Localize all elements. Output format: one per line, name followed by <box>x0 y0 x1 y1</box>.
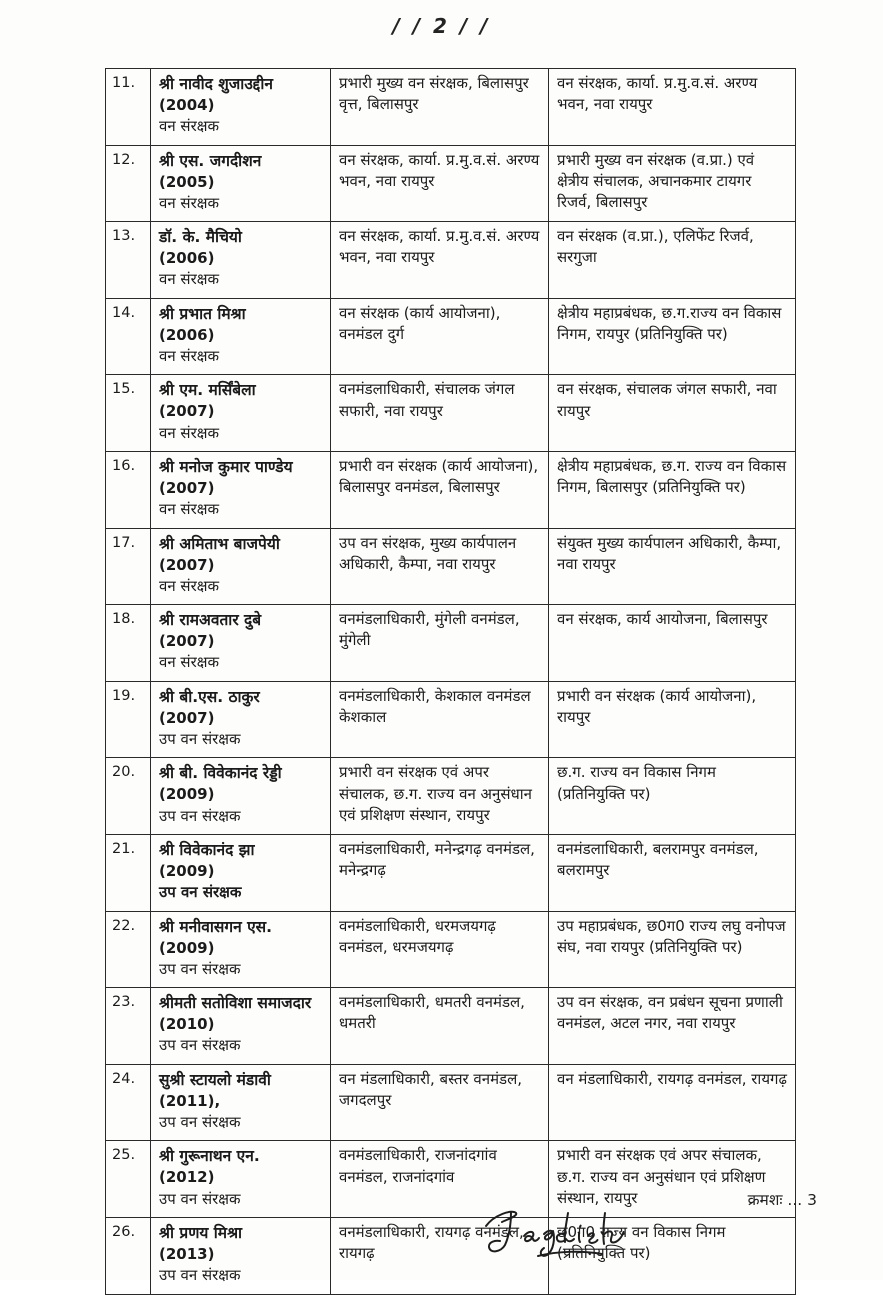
officer-rank: वन संरक्षक <box>159 423 219 442</box>
new-posting-cell: उप वन संरक्षक, वन प्रबंधन सूचना प्रणाली वनमंडल, अटल नगर, नवा रायपुर <box>549 988 796 1065</box>
batch-year: (2006) <box>159 325 215 344</box>
officer-name: श्री एस. जगदीशन <box>159 151 262 170</box>
current-posting-cell: वनमंडलाधिकारी, केशकाल वनमंडल केशकाल <box>331 681 549 758</box>
serial-number-cell: 11. <box>106 69 151 146</box>
new-posting-cell: वनमंडलाधिकारी, बलरामपुर वनमंडल, बलरामपुर <box>549 834 796 911</box>
current-posting-cell: उप वन संरक्षक, मुख्य कार्यपालन अधिकारी, कैम्पा, नवा रायपुर <box>331 528 549 605</box>
serial-number-cell: 18. <box>106 605 151 682</box>
new-posting-cell: संयुक्त मुख्य कार्यपालन अधिकारी, कैम्पा, नवा रायपुर <box>549 528 796 605</box>
transfer-table <box>105 68 796 1295</box>
batch-year: (2006) <box>159 249 215 268</box>
officer-name-cell <box>151 911 331 988</box>
current-posting-cell: वनमंडलाधिकारी, मनेन्द्रगढ़ वनमंडल, मनेन्द्रगढ़ <box>331 834 549 911</box>
new-posting-cell: छ0ग0 राज्य वन विकास निगम (प्रतिनियुक्ति पर) <box>549 1217 796 1294</box>
officer-name-cell <box>151 681 331 758</box>
officer-name: श्री रामअवतार दुबे <box>159 611 262 630</box>
batch-year: (2010) <box>159 1015 215 1034</box>
officer-name-cell <box>151 758 331 835</box>
table-row <box>106 988 796 1065</box>
officer-name-cell <box>151 605 331 682</box>
serial-number-cell: 23. <box>106 988 151 1065</box>
current-posting-cell: वन संरक्षक (कार्य आयोजना), वनमंडल दुर्ग <box>331 298 549 375</box>
table-row <box>106 298 796 375</box>
table-row <box>106 451 796 528</box>
current-posting-cell: वनमंडलाधिकारी, संचालक जंगल सफारी, नवा रायपुर <box>331 375 549 452</box>
officer-name: डॉ. के. मैचियो <box>159 228 242 247</box>
officer-name: श्री अमिताभ बाजपेयी <box>159 534 280 553</box>
serial-number-cell: 12. <box>106 145 151 222</box>
officer-rank: उप वन संरक्षक <box>159 730 241 749</box>
officer-rank: उप वन संरक्षक <box>159 1189 241 1208</box>
serial-number-cell: 19. <box>106 681 151 758</box>
current-posting-cell: प्रभारी वन संरक्षक (कार्य आयोजना), बिलासपुर वनमंडल, बिलासपुर <box>331 451 549 528</box>
officer-name: श्री प्रणय मिश्रा <box>159 1223 243 1242</box>
table-row <box>106 1217 796 1294</box>
serial-number-cell: 20. <box>106 758 151 835</box>
current-posting-cell: वन संरक्षक, कार्या. प्र.मु.व.सं. अरण्य भवन, नवा रायपुर <box>331 222 549 299</box>
batch-year: (2007) <box>159 555 215 574</box>
current-posting-cell: वनमंडलाधिकारी, राजनांदगांव वनमंडल, राजनांदगांव <box>331 1141 549 1218</box>
officer-name-cell <box>151 69 331 146</box>
handwritten-signature <box>478 1200 638 1272</box>
officer-name-cell <box>151 1141 331 1218</box>
batch-year: (2004) <box>159 96 215 114</box>
serial-number-cell: 26. <box>106 1217 151 1294</box>
serial-number-cell: 16. <box>106 451 151 528</box>
batch-year: (2013) <box>159 1244 215 1263</box>
serial-number-cell: 13. <box>106 222 151 299</box>
officer-name: श्री बी. विवेकानंद रेड्डी <box>159 764 282 783</box>
officer-rank: उप वन संरक्षक <box>159 1036 241 1055</box>
officer-name: श्री एम. मर्सिंबेला <box>159 381 256 400</box>
officer-rank: उप वन संरक्षक <box>159 1266 241 1285</box>
officer-name: श्री मनोज कुमार पाण्डेय <box>159 457 293 476</box>
officer-rank: वन संरक्षक <box>159 500 219 519</box>
officer-name-cell <box>151 375 331 452</box>
new-posting-cell: वन संरक्षक, कार्य आयोजना, बिलासपुर <box>549 605 796 682</box>
officer-name-cell <box>151 834 331 911</box>
officer-rank: उप वन संरक्षक <box>159 959 241 978</box>
table-row <box>106 222 796 299</box>
batch-year: (2005) <box>159 172 215 191</box>
officer-rank: वन संरक्षक <box>159 270 219 289</box>
current-posting-cell: वन मंडलाधिकारी, बस्तर वनमंडल, जगदलपुर <box>331 1064 549 1141</box>
officer-name-cell <box>151 988 331 1065</box>
officer-rank: उप वन संरक्षक <box>159 806 241 825</box>
table-row <box>106 681 796 758</box>
officer-rank: वन संरक्षक <box>159 117 219 136</box>
new-posting-cell: प्रभारी मुख्य वन संरक्षक (व.प्रा.) एवं क्षेत्रीय संचालक, अचानकमार टायगर रिजर्व, बिलासपुर <box>549 145 796 222</box>
serial-number-cell: 22. <box>106 911 151 988</box>
table-row <box>106 1064 796 1141</box>
batch-year: (2007) <box>159 478 215 497</box>
serial-number-cell: 14. <box>106 298 151 375</box>
officer-name: श्रीमती सतोविशा समाजदार <box>159 994 312 1013</box>
table-row <box>106 69 796 146</box>
table-row <box>106 834 796 911</box>
officer-rank: उप वन संरक्षक <box>159 883 242 902</box>
officer-name-cell <box>151 451 331 528</box>
signature-stroke-graphic <box>478 1200 638 1272</box>
officer-name-cell <box>151 528 331 605</box>
new-posting-cell: उप महाप्रबंधक, छ0ग0 राज्य लघु वनोपज संघ, नवा रायपुर (प्रतिनियुक्ति पर) <box>549 911 796 988</box>
officer-rank: वन संरक्षक <box>159 653 219 672</box>
current-posting-cell: वनमंडलाधिकारी, रायगढ़ वनमंडल, रायगढ़ <box>331 1217 549 1294</box>
officer-name-cell <box>151 1217 331 1294</box>
officer-name: श्री मनीवासगन एस. <box>159 917 273 936</box>
continuation-note: क्रमशः ... 3 <box>747 1191 817 1209</box>
officer-name-cell <box>151 298 331 375</box>
new-posting-cell: वन संरक्षक, कार्या. प्र.मु.व.सं. अरण्य भवन, नवा रायपुर <box>549 69 796 146</box>
new-posting-cell: वन मंडलाधिकारी, रायगढ़ वनमंडल, रायगढ़ <box>549 1064 796 1141</box>
new-posting-cell: वन संरक्षक, संचालक जंगल सफारी, नवा रायपुर <box>549 375 796 452</box>
serial-number-cell: 25. <box>106 1141 151 1218</box>
serial-number-cell: 21. <box>106 834 151 911</box>
batch-year: (2007) <box>159 708 215 727</box>
serial-number-cell: 15. <box>106 375 151 452</box>
table-row <box>106 375 796 452</box>
table-row <box>106 145 796 222</box>
batch-year: (2009) <box>159 938 215 957</box>
batch-year: (2012) <box>159 1168 215 1187</box>
officer-name: श्री विवेकानंद झा <box>159 840 255 859</box>
officer-rank: वन संरक्षक <box>159 193 219 212</box>
officer-rank: उप वन संरक्षक <box>159 1113 241 1132</box>
current-posting-cell: वन संरक्षक, कार्या. प्र.मु.व.सं. अरण्य भवन, नवा रायपुर <box>331 145 549 222</box>
current-posting-cell: वनमंडलाधिकारी, धरमजयगढ़ वनमंडल, धरमजयगढ़ <box>331 911 549 988</box>
officer-name: श्री प्रभात मिश्रा <box>159 304 246 323</box>
new-posting-cell: प्रभारी वन संरक्षक एवं अपर संचालक, छ.ग. राज्य वन अनुसंधान एवं प्रशिक्षण संस्थान, रायपुर <box>549 1141 796 1218</box>
batch-year: (2011), <box>159 1091 221 1110</box>
officer-name: श्री गुरूनाथन एन. <box>159 1147 260 1166</box>
table-row <box>106 1141 796 1218</box>
new-posting-cell: छ.ग. राज्य वन विकास निगम (प्रतिनियुक्ति पर) <box>549 758 796 835</box>
serial-number-cell: 24. <box>106 1064 151 1141</box>
page-number: / / 2 / / <box>392 14 491 38</box>
table-row <box>106 758 796 835</box>
batch-year: (2009) <box>159 785 215 804</box>
new-posting-cell: प्रभारी वन संरक्षक (कार्य आयोजना), रायपुर <box>549 681 796 758</box>
officer-name-cell <box>151 145 331 222</box>
officer-name-cell <box>151 222 331 299</box>
serial-number-cell: 17. <box>106 528 151 605</box>
batch-year: (2007) <box>159 632 215 651</box>
table-row <box>106 528 796 605</box>
new-posting-cell: वन संरक्षक (व.प्रा.), एलिफेंट रिजर्व, सरगुजा <box>549 222 796 299</box>
transfer-table-body <box>106 69 796 1295</box>
officer-rank: वन संरक्षक <box>159 576 219 595</box>
table-row <box>106 605 796 682</box>
batch-year: (2007) <box>159 402 215 421</box>
batch-year: (2009) <box>159 861 215 880</box>
new-posting-cell: क्षेत्रीय महाप्रबंधक, छ.ग. राज्य वन विकास निगम, बिलासपुर (प्रतिनियुक्ति पर) <box>549 451 796 528</box>
current-posting-cell: वनमंडलाधिकारी, मुंगेली वनमंडल, मुंगेली <box>331 605 549 682</box>
current-posting-cell: वनमंडलाधिकारी, धमतरी वनमंडल, धमतरी <box>331 988 549 1065</box>
officer-name: सुश्री स्टायलो मंडावी <box>159 1070 271 1089</box>
officer-name: श्री नावीद शुजाउद्दीन <box>159 75 273 93</box>
current-posting-cell: प्रभारी वन संरक्षक एवं अपर संचालक, छ.ग. राज्य वन अनुसंधान एवं प्रशिक्षण संस्थान, रायपुर <box>331 758 549 835</box>
new-posting-cell: क्षेत्रीय महाप्रबंधक, छ.ग.राज्य वन विकास निगम, रायपुर (प्रतिनियुक्ति पर) <box>549 298 796 375</box>
officer-name-cell <box>151 1064 331 1141</box>
table-row <box>106 911 796 988</box>
officer-name: श्री बी.एस. ठाकुर <box>159 687 260 706</box>
officer-rank: वन संरक्षक <box>159 347 219 366</box>
current-posting-cell: प्रभारी मुख्य वन संरक्षक, बिलासपुर वृत्त, बिलासपुर <box>331 69 549 146</box>
